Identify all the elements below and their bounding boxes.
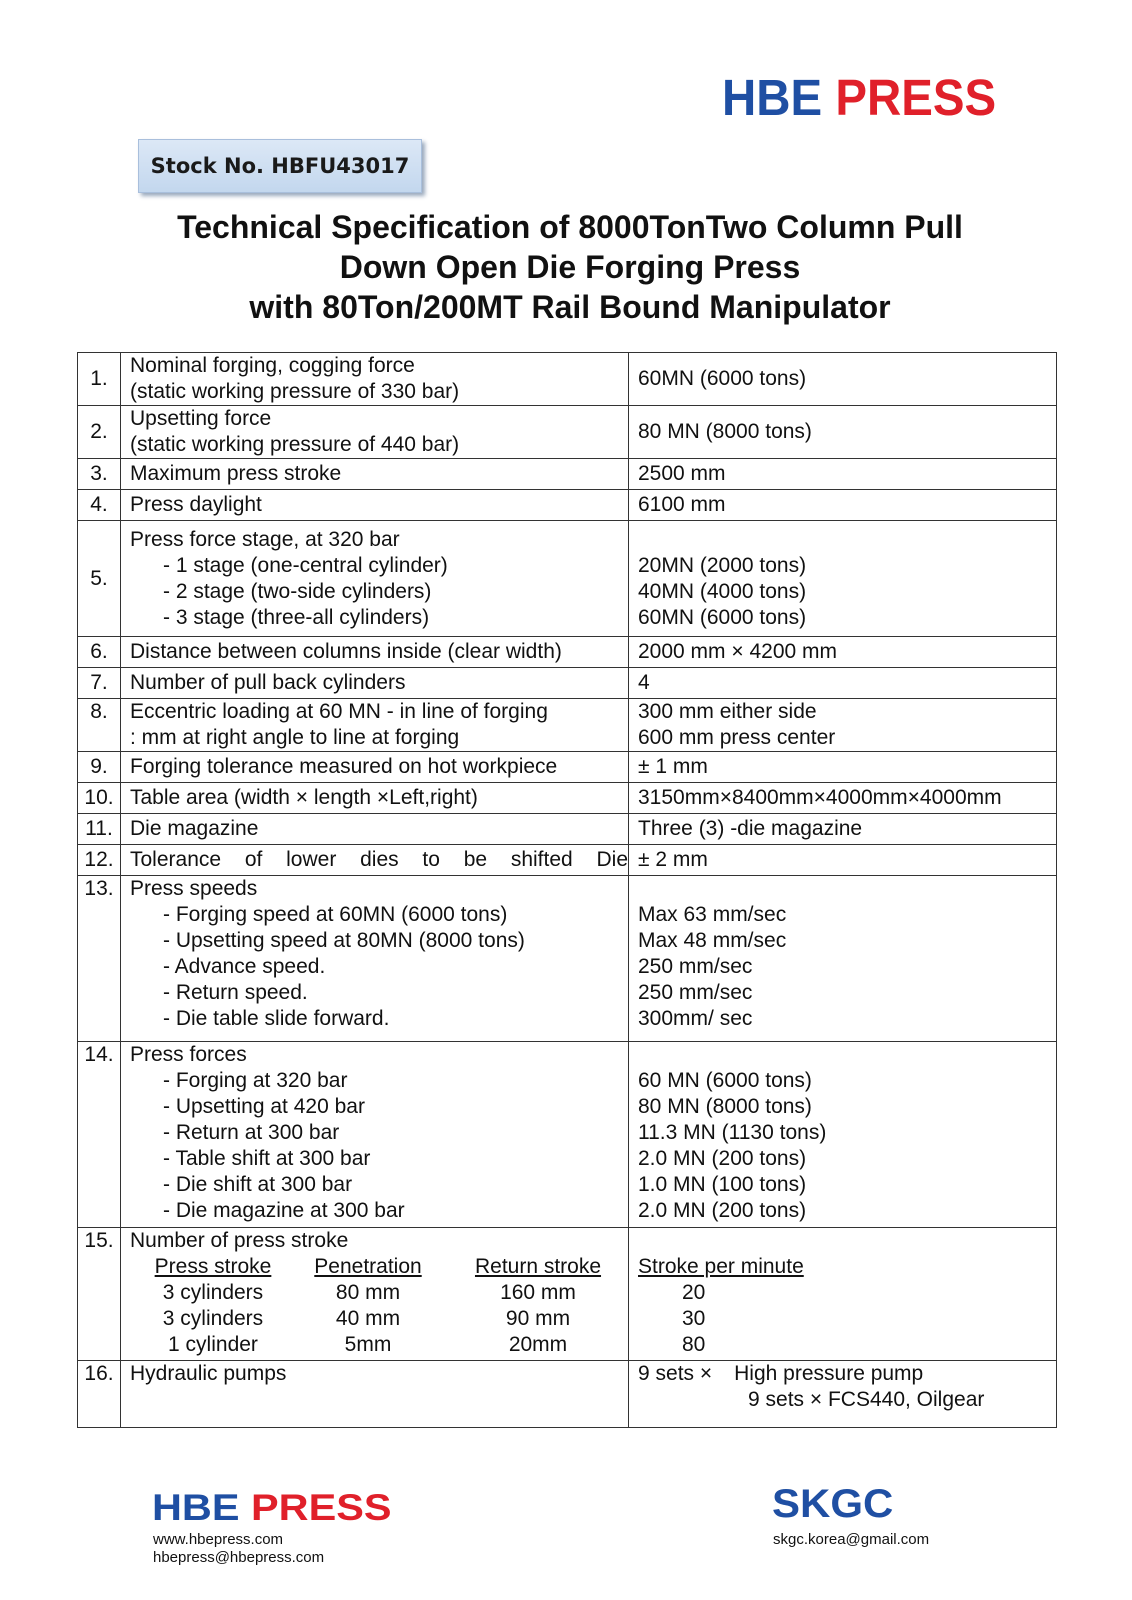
- stroke-cell: 160 mm: [500, 1281, 576, 1304]
- desc-line: - Forging at 320 bar: [163, 1069, 348, 1092]
- table-row: [78, 521, 1057, 637]
- desc-line: (static working pressure of 330 bar): [130, 380, 460, 403]
- desc-line: Nominal forging, cogging force: [130, 354, 415, 377]
- table-row: [78, 406, 1057, 459]
- hbe-press-logo: [722, 69, 997, 126]
- desc-line: - Upsetting speed at 80MN (8000 tons): [163, 929, 525, 952]
- desc-line: - Forging speed at 60MN (6000 tons): [163, 903, 508, 926]
- row-value: Three (3) -die magazine: [629, 814, 1057, 845]
- table-row: [78, 459, 1057, 490]
- value-line: 300mm/ sec: [638, 1007, 753, 1030]
- stroke-table: [138, 1254, 628, 1358]
- title-line-1: Technical Specification of 8000TonTwo Column Pull: [177, 209, 963, 245]
- table-row: [78, 845, 1057, 876]
- table-row: [78, 353, 1057, 406]
- row-description: [121, 353, 629, 406]
- row-value: 2500 mm: [629, 459, 1057, 490]
- spec-table: [77, 352, 1057, 1428]
- desc-line: Eccentric loading at 60 MN - in line of forging: [130, 700, 548, 723]
- stroke-header: Return stroke: [474, 1255, 602, 1278]
- desc-line: Press force stage, at 320 bar: [130, 527, 400, 551]
- desc-line: - Return at 300 bar: [163, 1121, 340, 1144]
- table-row: [78, 876, 1057, 1042]
- value-line: 80 MN (8000 tons): [638, 1095, 812, 1118]
- row-number: 9.: [78, 752, 121, 783]
- row-description: [121, 1042, 629, 1228]
- row-number: 13.: [78, 876, 121, 1042]
- row-value: [629, 521, 1057, 637]
- row-number: 12.: [78, 845, 121, 876]
- desc-line: - 2 stage (two-side cylinders): [163, 579, 432, 603]
- desc-line: - Table shift at 300 bar: [163, 1147, 371, 1170]
- row-description: [121, 406, 629, 459]
- row-description: [121, 876, 629, 1042]
- footer-email[interactable]: hbepress@hbepress.com: [153, 1549, 325, 1566]
- row-value: 4: [629, 668, 1057, 699]
- desc-line: - 3 stage (three-all cylinders): [163, 605, 430, 629]
- value-line: Max 48 mm/sec: [638, 929, 787, 952]
- row-value: [629, 406, 1057, 459]
- stroke-cell: 20mm: [508, 1333, 568, 1356]
- row-number: 14.: [78, 1042, 121, 1228]
- title-line-2: Down Open Die Forging Press: [339, 249, 801, 285]
- stock-number-badge: Stock No. HBFU43017: [138, 139, 422, 193]
- row-description: [121, 699, 629, 752]
- document-title: [80, 207, 1060, 327]
- logo-hbe: HBE: [722, 69, 823, 126]
- stroke-cell: 1 cylinder: [168, 1333, 258, 1356]
- value-line: 300 mm either side: [638, 700, 817, 723]
- row-value: ± 2 mm: [629, 845, 1057, 876]
- row-number: 1.: [78, 353, 121, 406]
- stroke-header: Press stroke: [154, 1255, 272, 1278]
- row-value: [629, 1228, 1057, 1361]
- spm-cell: 80: [682, 1333, 706, 1356]
- row-description: Maximum press stroke: [121, 459, 629, 490]
- logo-press: PRESS: [835, 69, 997, 126]
- row-description: [121, 521, 629, 637]
- row-description: Distance between columns inside (clear width): [121, 637, 629, 668]
- footer-hbe-logo: [152, 1489, 392, 1526]
- row-description: Press daylight: [121, 490, 629, 521]
- pump-type: High pressure pump: [734, 1362, 924, 1385]
- row-value: [629, 353, 1057, 406]
- row-description: Hydraulic pumps: [121, 1361, 629, 1428]
- row-number: 11.: [78, 814, 121, 845]
- desc-line: - Die shift at 300 bar: [163, 1173, 353, 1196]
- row-number: 15.: [78, 1228, 121, 1361]
- value-line: 40MN (4000 tons): [638, 579, 807, 603]
- desc-line: Number of press stroke: [130, 1229, 349, 1252]
- desc-line: - 1 stage (one-central cylinder): [163, 553, 448, 577]
- value-line: 9 sets × FCS440, Oilgear: [748, 1388, 985, 1411]
- desc-line: - Die table slide forward.: [163, 1007, 390, 1030]
- stroke-cell: 40 mm: [335, 1307, 401, 1330]
- value-line: 600 mm press center: [638, 726, 836, 749]
- value-line: 250 mm/sec: [638, 955, 753, 978]
- table-row: [78, 814, 1057, 845]
- row-number: 16.: [78, 1361, 121, 1428]
- row-description: Die magazine: [121, 814, 629, 845]
- value-line: 11.3 MN (1130 tons): [638, 1121, 827, 1144]
- table-row: [78, 699, 1057, 752]
- row-number: 6.: [78, 637, 121, 668]
- desc-line: : mm at right angle to line at forging: [130, 726, 460, 749]
- pump-count: 9 sets ×: [638, 1362, 713, 1385]
- desc-line: Upsetting force: [130, 407, 272, 430]
- table-row: [78, 783, 1057, 814]
- stroke-header: Penetration: [314, 1255, 422, 1278]
- row-number: 4.: [78, 490, 121, 521]
- stroke-cell: 3 cylinders: [162, 1307, 264, 1330]
- footer-logo-press: PRESS: [251, 1487, 392, 1528]
- value-line: 60MN (6000 tons): [638, 367, 807, 390]
- row-number: 7.: [78, 668, 121, 699]
- desc-line: Press forces: [130, 1043, 247, 1066]
- value-line: Max 63 mm/sec: [638, 903, 787, 926]
- skgc-email[interactable]: skgc.korea@gmail.com: [773, 1531, 930, 1548]
- stroke-cell: 3 cylinders: [162, 1281, 264, 1304]
- footer-contact: [153, 1531, 324, 1567]
- row-number: 3.: [78, 459, 121, 490]
- row-value: [629, 1361, 1057, 1428]
- row-description: Tolerance of lower dies to be shifted Die: [121, 845, 629, 876]
- table-row: [78, 752, 1057, 783]
- stroke-cell: 90 mm: [505, 1307, 571, 1330]
- title-line-3: with 80Ton/200MT Rail Bound Manipulator: [249, 289, 891, 325]
- row-value: [629, 1042, 1057, 1228]
- spm-cell: 30: [682, 1307, 706, 1330]
- table-row: [78, 668, 1057, 699]
- row-description: Table area (width × length ×Left,right): [121, 783, 629, 814]
- row-number: 5.: [78, 521, 121, 637]
- value-line: 60MN (6000 tons): [638, 605, 807, 629]
- row-number: 8.: [78, 699, 121, 752]
- value-line: 60 MN (6000 tons): [638, 1069, 812, 1092]
- value-line: 2.0 MN (200 tons): [638, 1147, 807, 1170]
- table-row: [78, 490, 1057, 521]
- value-line: 2.0 MN (200 tons): [638, 1199, 807, 1222]
- spm-header: Stroke per minute: [638, 1255, 804, 1278]
- footer-logo-hbe: HBE: [152, 1487, 240, 1528]
- value-line: 1.0 MN (100 tons): [638, 1173, 807, 1196]
- row-value: ± 1 mm: [629, 752, 1057, 783]
- spm-cell: 20: [682, 1281, 706, 1304]
- desc-line: - Return speed.: [163, 981, 308, 1004]
- value-line: 20MN (2000 tons): [638, 553, 807, 577]
- row-description: Number of pull back cylinders: [121, 668, 629, 699]
- footer-website[interactable]: www.hbepress.com: [153, 1531, 284, 1548]
- stroke-cell: 80 mm: [335, 1281, 401, 1304]
- value-line: 80 MN (8000 tons): [638, 420, 812, 443]
- desc-line: - Upsetting at 420 bar: [163, 1095, 365, 1118]
- value-line: 250 mm/sec: [638, 981, 753, 1004]
- desc-line: Press speeds: [130, 877, 258, 900]
- desc-line: - Advance speed.: [163, 955, 326, 978]
- table-row: [78, 1042, 1057, 1228]
- skgc-logo: SKGC: [772, 1482, 894, 1526]
- stroke-cell: 5mm: [344, 1333, 392, 1356]
- row-number: 2.: [78, 406, 121, 459]
- row-description: [121, 1228, 629, 1361]
- row-number: 10.: [78, 783, 121, 814]
- table-row: [78, 1361, 1057, 1428]
- row-value: 6100 mm: [629, 490, 1057, 521]
- desc-line: (static working pressure of 440 bar): [130, 433, 460, 456]
- table-row: [78, 1228, 1057, 1361]
- desc-line: - Die magazine at 300 bar: [163, 1199, 405, 1222]
- row-value: [629, 876, 1057, 1042]
- row-description: Forging tolerance measured on hot workpiece: [121, 752, 629, 783]
- value-line: [638, 1361, 1056, 1387]
- table-row: [78, 637, 1057, 668]
- row-value: 3150mm×8400mm×4000mm×4000mm: [629, 783, 1057, 814]
- row-value: 2000 mm × 4200 mm: [629, 637, 1057, 668]
- row-value: [629, 699, 1057, 752]
